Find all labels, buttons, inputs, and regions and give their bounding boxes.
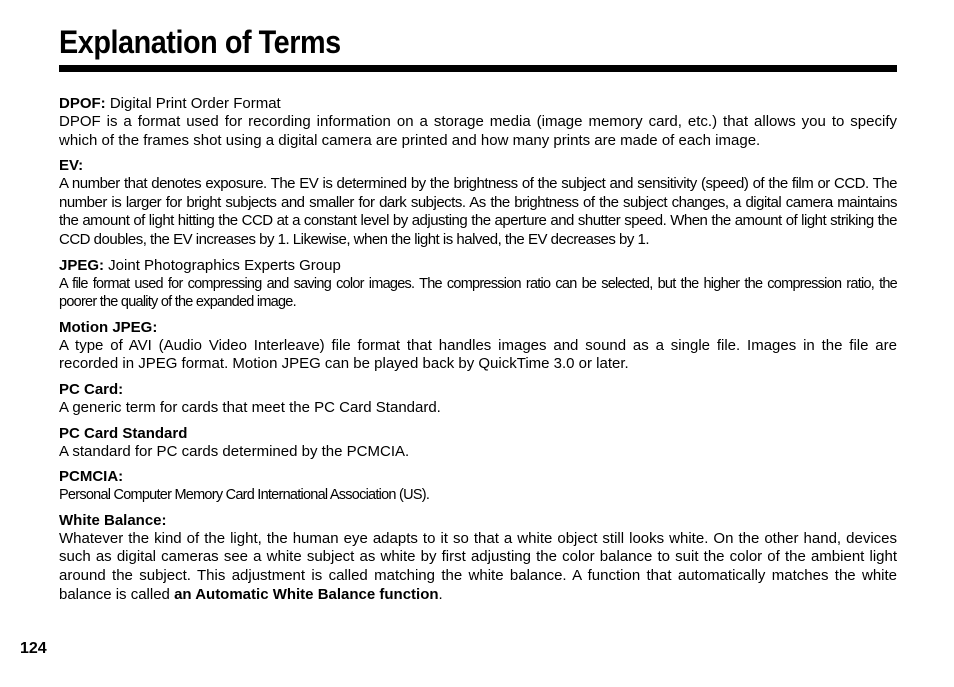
entry-pc-card [59,381,897,418]
page-number: 124 [20,640,47,657]
term-line [59,425,897,443]
term-label: PCMCIA: [59,468,124,486]
entry-dpof [59,95,897,150]
term-definition: DPOF is a format used for recording information on a storage media (image memory card, etc.) that allows you to specify which of the frames shot using a digital camera are printed and how many prints are made of each image. [59,113,897,149]
term-label: Motion JPEG: [59,318,158,336]
entry-motion-jpeg [59,319,897,374]
term-definition: A type of AVI (Audio Video Interleave) file format that handles images and sound as a single file. Images in the file are recorded in JPEG format. Motion JPEG can be played back by QuickTime 3.0 or later. [59,336,897,373]
term-subtitle: Digital Print Order Format [105,95,281,112]
term-definition [59,530,897,604]
term-definition: A standard for PC cards determined by the PCMCIA. [59,442,410,460]
title-rule [59,65,897,72]
term-label: PC Card Standard [59,424,188,442]
term-line [59,319,897,337]
term-label: White Balance: [59,511,167,529]
terms-list [59,95,897,611]
term-definition: A generic term for cards that meet the PC Card Standard. [59,398,441,416]
term-label: DPOF: [59,95,106,112]
term-line [59,381,897,399]
page-title: Explanation of Terms [59,24,341,60]
entry-pcmcia [59,468,897,505]
definition-text: Whatever the kind of the light, the human eye adapts to it so that a white object still looks white. On the other hand, devices such as digital cameras see a white subject as white by first adjusting the color balance to suit the color of the ambient light around the subject. This adjustment is called matching the white balance. A function that automatically matches the white balance is called [59,529,897,603]
term-line [59,257,897,275]
entry-white-balance [59,512,897,604]
term-definition: Personal Computer Memory Card International Association (US). [59,487,430,504]
term-definition: A number that denotes exposure. The EV is determined by the brightness of the subject and sensitivity (speed) of the film or CCD. The number is larger for bright subjects and smaller for dark subjects. As the brightness of the subject changes, a digital camera maintains the amount of light hitting the CCD at a constant level by adjusting the aperture and shutter speed. When the amount of light striking the CCD doubles, the EV increases by 1. Likewise, when the light is halved, the EV decreases by 1. [59,175,897,248]
term-line [59,157,897,175]
entry-jpeg [59,257,897,312]
definition-bold-text: an Automatic White Balance function [174,585,439,603]
term-line [59,512,897,530]
term-line [59,95,897,113]
entry-pc-card-standard [59,425,897,462]
term-label: JPEG: [59,256,105,274]
term-line [59,468,897,486]
term-definition: A file format used for compressing and saving color images. The compression ratio can be selected, but the higher the compression ratio, the poorer the quality of the expanded image. [59,275,897,311]
term-subtitle: Joint Photographics Experts Group [104,256,341,274]
term-label: PC Card: [59,380,124,398]
definition-end-text: . [438,585,443,603]
entry-ev [59,157,897,249]
term-label: EV: [59,157,84,175]
